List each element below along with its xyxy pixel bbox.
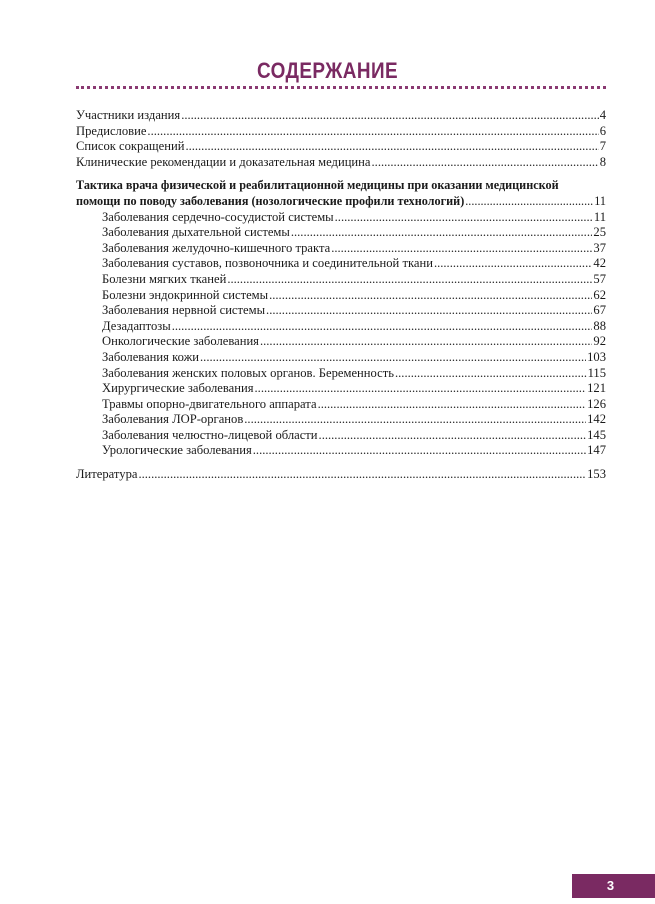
toc-sub-entry[interactable] — [76, 397, 606, 413]
toc-sub-entry[interactable] — [76, 272, 606, 288]
toc-section-heading[interactable] — [76, 178, 606, 209]
toc-entry-label: Литература — [76, 467, 138, 482]
toc-entry-page: 57 — [593, 271, 606, 286]
dot-leader — [260, 334, 592, 350]
toc-sub-entry[interactable] — [76, 428, 606, 444]
toc-entry-page: 145 — [587, 427, 606, 442]
toc-entry-label: Болезни эндокринной системы — [102, 287, 269, 302]
dot-leader — [185, 139, 598, 155]
toc-sub-entry[interactable] — [76, 241, 606, 257]
dot-leader — [318, 397, 587, 413]
toc-sub-entry[interactable] — [76, 350, 606, 366]
toc-entry-label: Список сокращений — [76, 139, 185, 154]
toc-entry-label: Заболевания кожи — [102, 349, 200, 364]
toc-entry-label: Урологические заболевания — [102, 443, 252, 458]
toc-entry-label: Дезадаптозы — [102, 318, 171, 333]
dot-leader — [172, 319, 593, 335]
toc-sub-entry[interactable] — [76, 288, 606, 304]
toc-entry-label: Хирургические заболевания — [102, 381, 254, 396]
toc-entry-page: 153 — [587, 467, 606, 482]
toc-entry-page: 25 — [593, 225, 606, 240]
toc-entry-label: Заболевания нервной системы — [102, 303, 266, 318]
toc-sub-entry[interactable] — [76, 210, 606, 226]
toc-entry-label: Предисловие — [76, 123, 147, 138]
dot-leader — [138, 467, 586, 483]
toc-entry[interactable] — [76, 108, 606, 124]
dot-leader — [244, 412, 586, 428]
toc-entry-page: 7 — [599, 139, 606, 154]
toc-sub-entry[interactable] — [76, 225, 606, 241]
toc-sub-entry[interactable] — [76, 443, 606, 459]
toc-entry-page: 42 — [593, 256, 606, 271]
toc-entry-label: Заболевания дыхательной системы — [102, 225, 290, 240]
toc-entry-label: Участники издания — [76, 108, 181, 122]
section-heading-line1: Тактика врача физической и реабилитационной медицины при оказании медицинской — [76, 178, 559, 193]
toc-entry-page: 92 — [593, 334, 606, 349]
toc-entry[interactable] — [76, 124, 606, 140]
toc-sub-entry[interactable] — [76, 334, 606, 350]
toc-entry-page: 115 — [587, 365, 606, 380]
toc-sub-entry[interactable] — [76, 319, 606, 335]
section-heading-row — [76, 194, 606, 210]
dot-leader — [331, 241, 592, 257]
dot-leader — [266, 303, 592, 319]
toc-gap — [76, 459, 606, 467]
dot-leader — [200, 350, 586, 366]
toc-sub-entry[interactable] — [76, 256, 606, 272]
dot-leader — [227, 272, 592, 288]
toc-entry-label: Заболевания ЛОР-органов — [102, 412, 244, 427]
toc-entry-label: Заболевания желудочно-кишечного тракта — [102, 240, 331, 255]
dot-leader — [465, 194, 593, 210]
toc-entry-page: 103 — [587, 349, 606, 364]
toc-entry[interactable] — [76, 467, 606, 483]
toc-entry-label: Онкологические заболевания — [102, 334, 259, 349]
toc-entry-page: 121 — [587, 381, 606, 396]
toc-entry-page: 11 — [593, 209, 606, 224]
toc-entry-page: 147 — [587, 443, 606, 458]
toc-sub-entry[interactable] — [76, 366, 606, 382]
toc-entry-page: 8 — [599, 154, 606, 169]
dot-leader — [291, 225, 593, 241]
toc-entry-label: Клинические рекомендации и доказательная медицина — [76, 154, 371, 169]
toc-entry[interactable] — [76, 139, 606, 155]
toc-entry-label: Болезни мягких тканей — [102, 271, 227, 286]
toc-sub-entry[interactable] — [76, 381, 606, 397]
toc-entry-label: Заболевания суставов, позвоночника и соединительной ткани — [102, 256, 433, 271]
table-of-contents — [76, 108, 606, 483]
dot-leader — [335, 210, 593, 226]
toc-entry-page: 62 — [593, 287, 606, 302]
toc-entry-page: 4 — [599, 108, 606, 122]
dot-leader — [372, 155, 599, 171]
toc-entry[interactable] — [76, 155, 606, 171]
toc-entry-page: 88 — [593, 318, 606, 333]
dot-leader — [255, 381, 587, 397]
toc-entry-label: Заболевания женских половых органов. Беременность — [102, 365, 394, 380]
toc-sub-entry[interactable] — [76, 412, 606, 428]
toc-title: СОДЕРЖАНИЕ — [256, 58, 399, 83]
toc-entry-label: Заболевания челюстно-лицевой области — [102, 427, 318, 442]
dot-leader — [181, 108, 599, 124]
toc-entry-page: 126 — [587, 396, 606, 411]
toc-entry-page: 11 — [594, 193, 606, 208]
dot-leader — [395, 366, 587, 382]
page-number-badge: 3 — [572, 874, 655, 898]
toc-entry-page: 37 — [593, 240, 606, 255]
dot-leader — [253, 443, 586, 459]
dot-leader — [147, 124, 598, 140]
toc-entry-page: 142 — [587, 412, 606, 427]
dot-leader — [434, 256, 592, 272]
section-heading-line2: помощи по поводу заболевания (нозологические профили технологий) — [76, 193, 465, 208]
dot-leader — [269, 288, 592, 304]
toc-entry-page: 67 — [593, 303, 606, 318]
toc-entry-label: Травмы опорно-двигательного аппарата — [102, 396, 317, 411]
title-dotted-rule — [76, 86, 606, 89]
toc-entry-page: 6 — [599, 123, 606, 138]
toc-gap — [76, 170, 606, 178]
toc-entry-label: Заболевания сердечно-сосудистой системы — [102, 209, 334, 224]
dot-leader — [319, 428, 587, 444]
toc-sub-entry[interactable] — [76, 303, 606, 319]
